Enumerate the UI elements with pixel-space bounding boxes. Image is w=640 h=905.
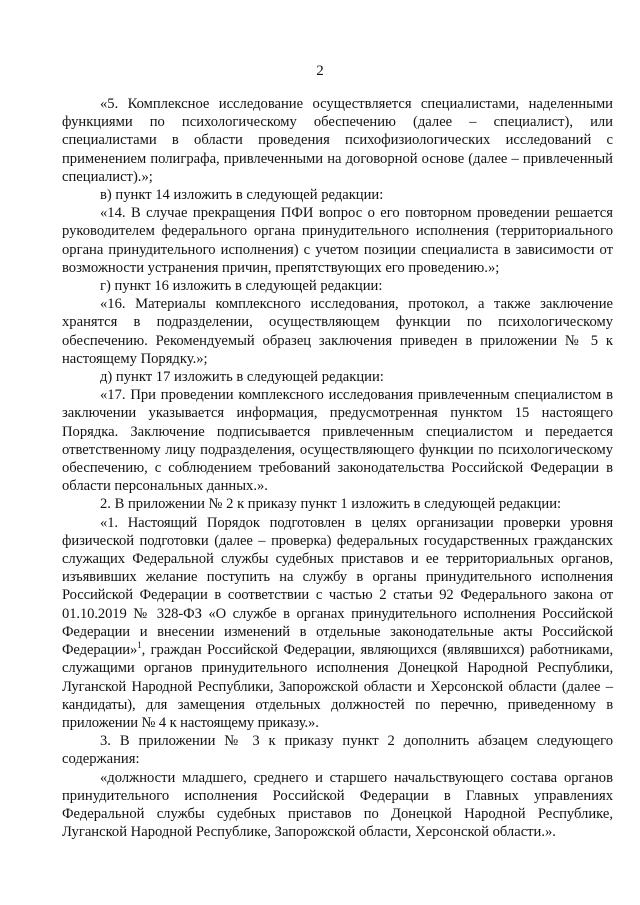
subpoint-g-intro: г) пункт 16 изложить в следующей редакции:	[100, 278, 383, 295]
paragraph-item-16-text: «16. Материалы комплексного исследования, протокол, а также заключение хранятся в подразделении, осуществляющем функции по психологическому обеспечению. Рекомендуемый образец заключения приведен в приложении № 5 к настоящему Порядку.»;	[62, 296, 613, 367]
appendix-2-item-1-before: «1. Настоящий Порядок подготовлен в целях организации проверки уровня физической подготовки (далее – проверка) федеральных государственных гражданских служащих Федеральной службы судебных приставов и ее территориальных органов, изъявивших желание поступить на службу в органы принудительного исполнения Российской Федерации в соответствии с частью 2 статьи 92 Федерального закона от 01.10.2019 № 328-ФЗ «О службе в органах принудительного исполнения Российской Федерации и внесении изменений в отдельные законодательные акты Российской Федерации»	[62, 514, 613, 659]
document-body	[62, 95, 613, 841]
page-number: 2	[316, 63, 324, 79]
paragraph-item-5-text: «5. Комплексное исследование осуществляется специалистами, наделенными функциями по психологическому обеспечению (далее – специалист), или специалистами в области проведения психофизиологических исследований с применением полиграфа, привлеченными на договорной основе (далее – привлеченный специалист).»;	[62, 96, 613, 185]
paragraph-item-14-text: «14. В случае прекращения ПФИ вопрос о его повторном проведении решается руководителем федерального органа принудительного исполнения (территориального органа принудительного исполнения) с учетом позиции специалиста в зависимости от возможности устранения причин, препятствующих его проведению.»;	[62, 205, 613, 276]
subpoint-d-intro: д) пункт 17 изложить в следующей редакции:	[100, 369, 384, 386]
paragraph-item-17-text: «17. При проведении комплексного исследования привлеченным специалистом в заключении указывается информация, предусмотренная пунктом 15 настоящего Порядка. Заключение подписывается привлеченным специалистом и передается ответственному лицу подразделения, осуществляющего функции по психологическому обеспечению, с соблюдением требований законодательства Российской Федерации в области персональных данных.».	[62, 387, 613, 495]
subpoint-v-intro: в) пункт 14 изложить в следующей редакции:	[100, 187, 384, 204]
appendix-3-added-paragraph: «должности младшего, среднего и старшего начальствующего состава органов принудительного исполнения Российской Федерации в Главных управлениях Федеральной службы судебных приставов по Донецкой Народной Республике, Луганской Народной Республике, Запорожской области, Херсонской области.».	[62, 769, 613, 841]
footnote-mark: 1	[137, 640, 142, 651]
appendix-2-item-1-after: , граждан Российской Федерации, являющихся (являвшихся) работниками, служащими органов принудительного исполнения Донецкой Народной Республики, Луганской Народной Республики, Запорожской области и Херсонской области (далее – кандидаты), для замещения отдельных должностей по перечню, приведенному в приложении № 4 к настоящему приказу.».	[62, 642, 613, 731]
section-2-intro: 2. В приложении № 2 к приказу пункт 1 изложить в следующей редакции:	[100, 496, 562, 513]
section-3-intro: 3. В приложении № 3 к приказу пункт 2 дополнить абзацем следующего содержания:	[62, 733, 613, 768]
appendix-2-item-1-text	[62, 514, 613, 732]
